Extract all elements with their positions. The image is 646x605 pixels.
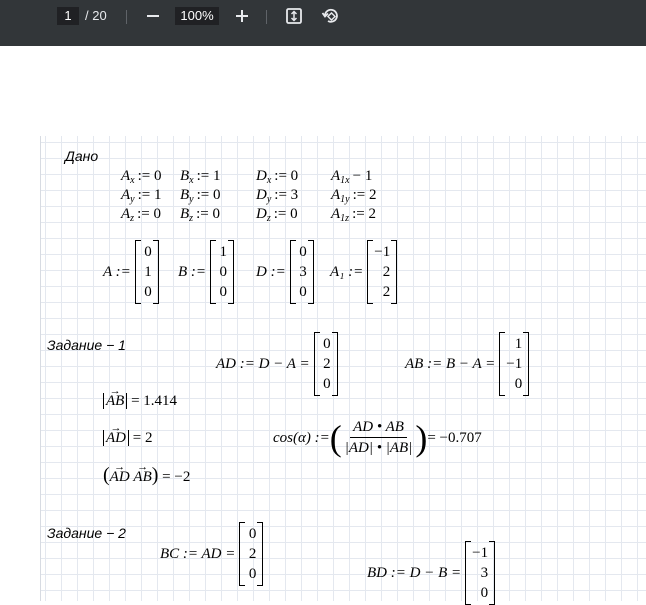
zoom-in-button[interactable] (230, 4, 254, 28)
dot-product-expression (103, 466, 190, 486)
ab-expression-text: AB := B − A = (405, 355, 496, 372)
matrix-cell: 2 (382, 284, 391, 300)
bd-expression-text: BD := D − B = (367, 564, 462, 581)
matrix-cell: 3 (480, 565, 489, 581)
variable-subscript: x (189, 175, 194, 186)
bc-vector-expression (160, 522, 263, 586)
variable-assignment: := 0 (196, 187, 221, 203)
variable-symbol: B (180, 168, 190, 184)
variable-symbol: B (180, 187, 190, 203)
ad-norm-expression (103, 429, 152, 447)
abs-bars (103, 393, 127, 409)
task-2-label: Задание − 2 (47, 525, 126, 541)
variable-symbol: A (121, 168, 131, 184)
paren-open: ( (329, 417, 342, 458)
matrix-cell: 0 (144, 284, 152, 300)
matrix-b-values (210, 240, 234, 304)
cos-numerator: AD • AB (350, 418, 407, 438)
bd-vector-expression (367, 541, 495, 605)
matrix-cell: 0 (480, 585, 489, 601)
matrix-cell: 0 (248, 566, 257, 582)
matrix-cell: 1 (219, 244, 228, 260)
given-variable (256, 205, 298, 228)
variable-subscript: z (189, 213, 194, 224)
paren-close: ) (415, 417, 428, 458)
dot-vector-2: → AB (133, 468, 151, 486)
variable-symbol: D (256, 168, 267, 184)
matrix-cell: 1 (514, 336, 523, 352)
matrix-a1 (330, 240, 397, 304)
given-variable (180, 205, 220, 228)
toolbar-divider (126, 10, 127, 24)
matrix-a (103, 240, 159, 304)
matrix-cell: 2 (382, 264, 391, 280)
matrix-d-values (290, 240, 314, 304)
variable-assignment: := 0 (137, 168, 162, 184)
variable-subscript: 1z (340, 213, 350, 224)
variable-assignment: := 0 (274, 168, 299, 184)
matrix-cell: −1 (374, 244, 391, 260)
variable-symbol: B (180, 206, 190, 222)
matrix-cell: 0 (514, 376, 523, 392)
ab-vector-expression (405, 332, 529, 396)
given-variable (121, 205, 161, 228)
variable-symbol: D (256, 206, 267, 222)
variable-assignment: := 0 (196, 206, 220, 222)
variable-assignment: − 1 (352, 168, 373, 184)
cos-lhs: cos(α) := (273, 429, 330, 446)
zoom-level-input[interactable]: 100% (175, 7, 219, 25)
toolbar-divider (266, 10, 267, 24)
variable-subscript: x (266, 175, 272, 186)
matrix-cell: 0 (248, 526, 257, 542)
matrix-cell: 0 (219, 264, 228, 280)
variable-subscript: z (130, 213, 135, 224)
zoom-out-button[interactable] (141, 4, 165, 28)
matrix-cell: 0 (323, 336, 331, 352)
dot-vector-1: → AD (110, 468, 130, 486)
bc-vector-values (239, 522, 263, 586)
cos-alpha-expression (273, 418, 482, 457)
variable-subscript: x (130, 175, 135, 186)
matrix-b-name: B := (178, 263, 207, 280)
variable-subscript: y (130, 194, 135, 205)
ab-vector-symbol: → AB (106, 392, 124, 410)
pdf-toolbar (0, 0, 646, 46)
paren-close: ) (151, 464, 159, 486)
paren-open: ( (103, 464, 110, 486)
page-number-input[interactable]: 1 (57, 7, 79, 25)
matrix-cell: 1 (144, 264, 152, 280)
ad-vector-symbol: → AD (106, 429, 126, 447)
cos-denominator: |AD| • |AB| (344, 440, 413, 456)
variable-assignment: := 2 (352, 187, 377, 203)
ad-expression-text: AD := D − A = (216, 355, 310, 372)
cos-fraction (342, 418, 416, 457)
variable-assignment: := 0 (137, 206, 161, 222)
variable-assignment: := 3 (274, 187, 299, 203)
variable-subscript: y (266, 194, 272, 205)
variable-subscript: z (266, 213, 271, 224)
bc-expression-text: BC := AD = (160, 545, 236, 562)
variable-symbol: A (331, 168, 341, 184)
matrix-a1-name: A₁ := (330, 263, 364, 280)
fit-page-icon (285, 7, 303, 25)
task-1-label: Задание − 1 (47, 337, 126, 353)
variable-assignment: := 1 (137, 187, 162, 203)
given-variable (331, 205, 376, 228)
variable-assignment: := 0 (273, 206, 298, 222)
ad-vector-values (314, 332, 338, 396)
variable-symbol: A (121, 187, 131, 203)
matrix-d-name: D := (256, 263, 286, 280)
matrix-cell: 0 (144, 244, 152, 260)
matrix-b (178, 240, 234, 304)
matrix-cell: 2 (248, 546, 257, 562)
cos-result: = −0.707 (427, 429, 482, 446)
matrix-cell: 0 (299, 244, 307, 260)
rotate-icon (321, 6, 341, 26)
ab-norm-expression (103, 392, 177, 410)
ab-vector-values (499, 332, 529, 396)
given-label: Дано (65, 148, 99, 164)
variable-symbol: A (331, 206, 341, 222)
fit-to-page-button[interactable] (282, 4, 306, 28)
bd-vector-values (465, 541, 495, 605)
variable-subscript: 1y (340, 194, 350, 205)
ad-vector-expression (216, 332, 338, 396)
matrix-cell: 0 (219, 284, 228, 300)
page-total: / 20 (85, 8, 107, 23)
variable-assignment: := 2 (352, 206, 376, 222)
ab-norm-result: = 1.414 (131, 393, 178, 409)
matrix-d (256, 240, 314, 304)
minus-icon (146, 9, 160, 23)
worksheet-page (40, 136, 646, 601)
matrix-a1-values (367, 240, 397, 304)
matrix-cell: 0 (323, 376, 331, 392)
matrix-cell: −1 (506, 356, 523, 372)
variable-symbol: D (256, 187, 267, 203)
matrix-a-values (135, 240, 159, 304)
matrix-cell: 2 (323, 356, 331, 372)
matrix-cell: 3 (299, 264, 307, 280)
dot-product-result: = −2 (162, 469, 191, 485)
variable-symbol: A (121, 206, 131, 222)
plus-icon (235, 9, 249, 23)
rotate-button[interactable] (319, 4, 343, 28)
abs-bars (103, 430, 129, 446)
ad-norm-result: = 2 (132, 430, 153, 446)
variable-assignment: := 1 (196, 168, 221, 184)
variable-symbol: A (331, 187, 341, 203)
matrix-cell: −1 (472, 545, 489, 561)
matrix-a-name: A := (103, 263, 131, 280)
matrix-cell: 0 (299, 284, 307, 300)
variable-subscript: 1x (340, 175, 350, 186)
variable-subscript: y (189, 194, 194, 205)
